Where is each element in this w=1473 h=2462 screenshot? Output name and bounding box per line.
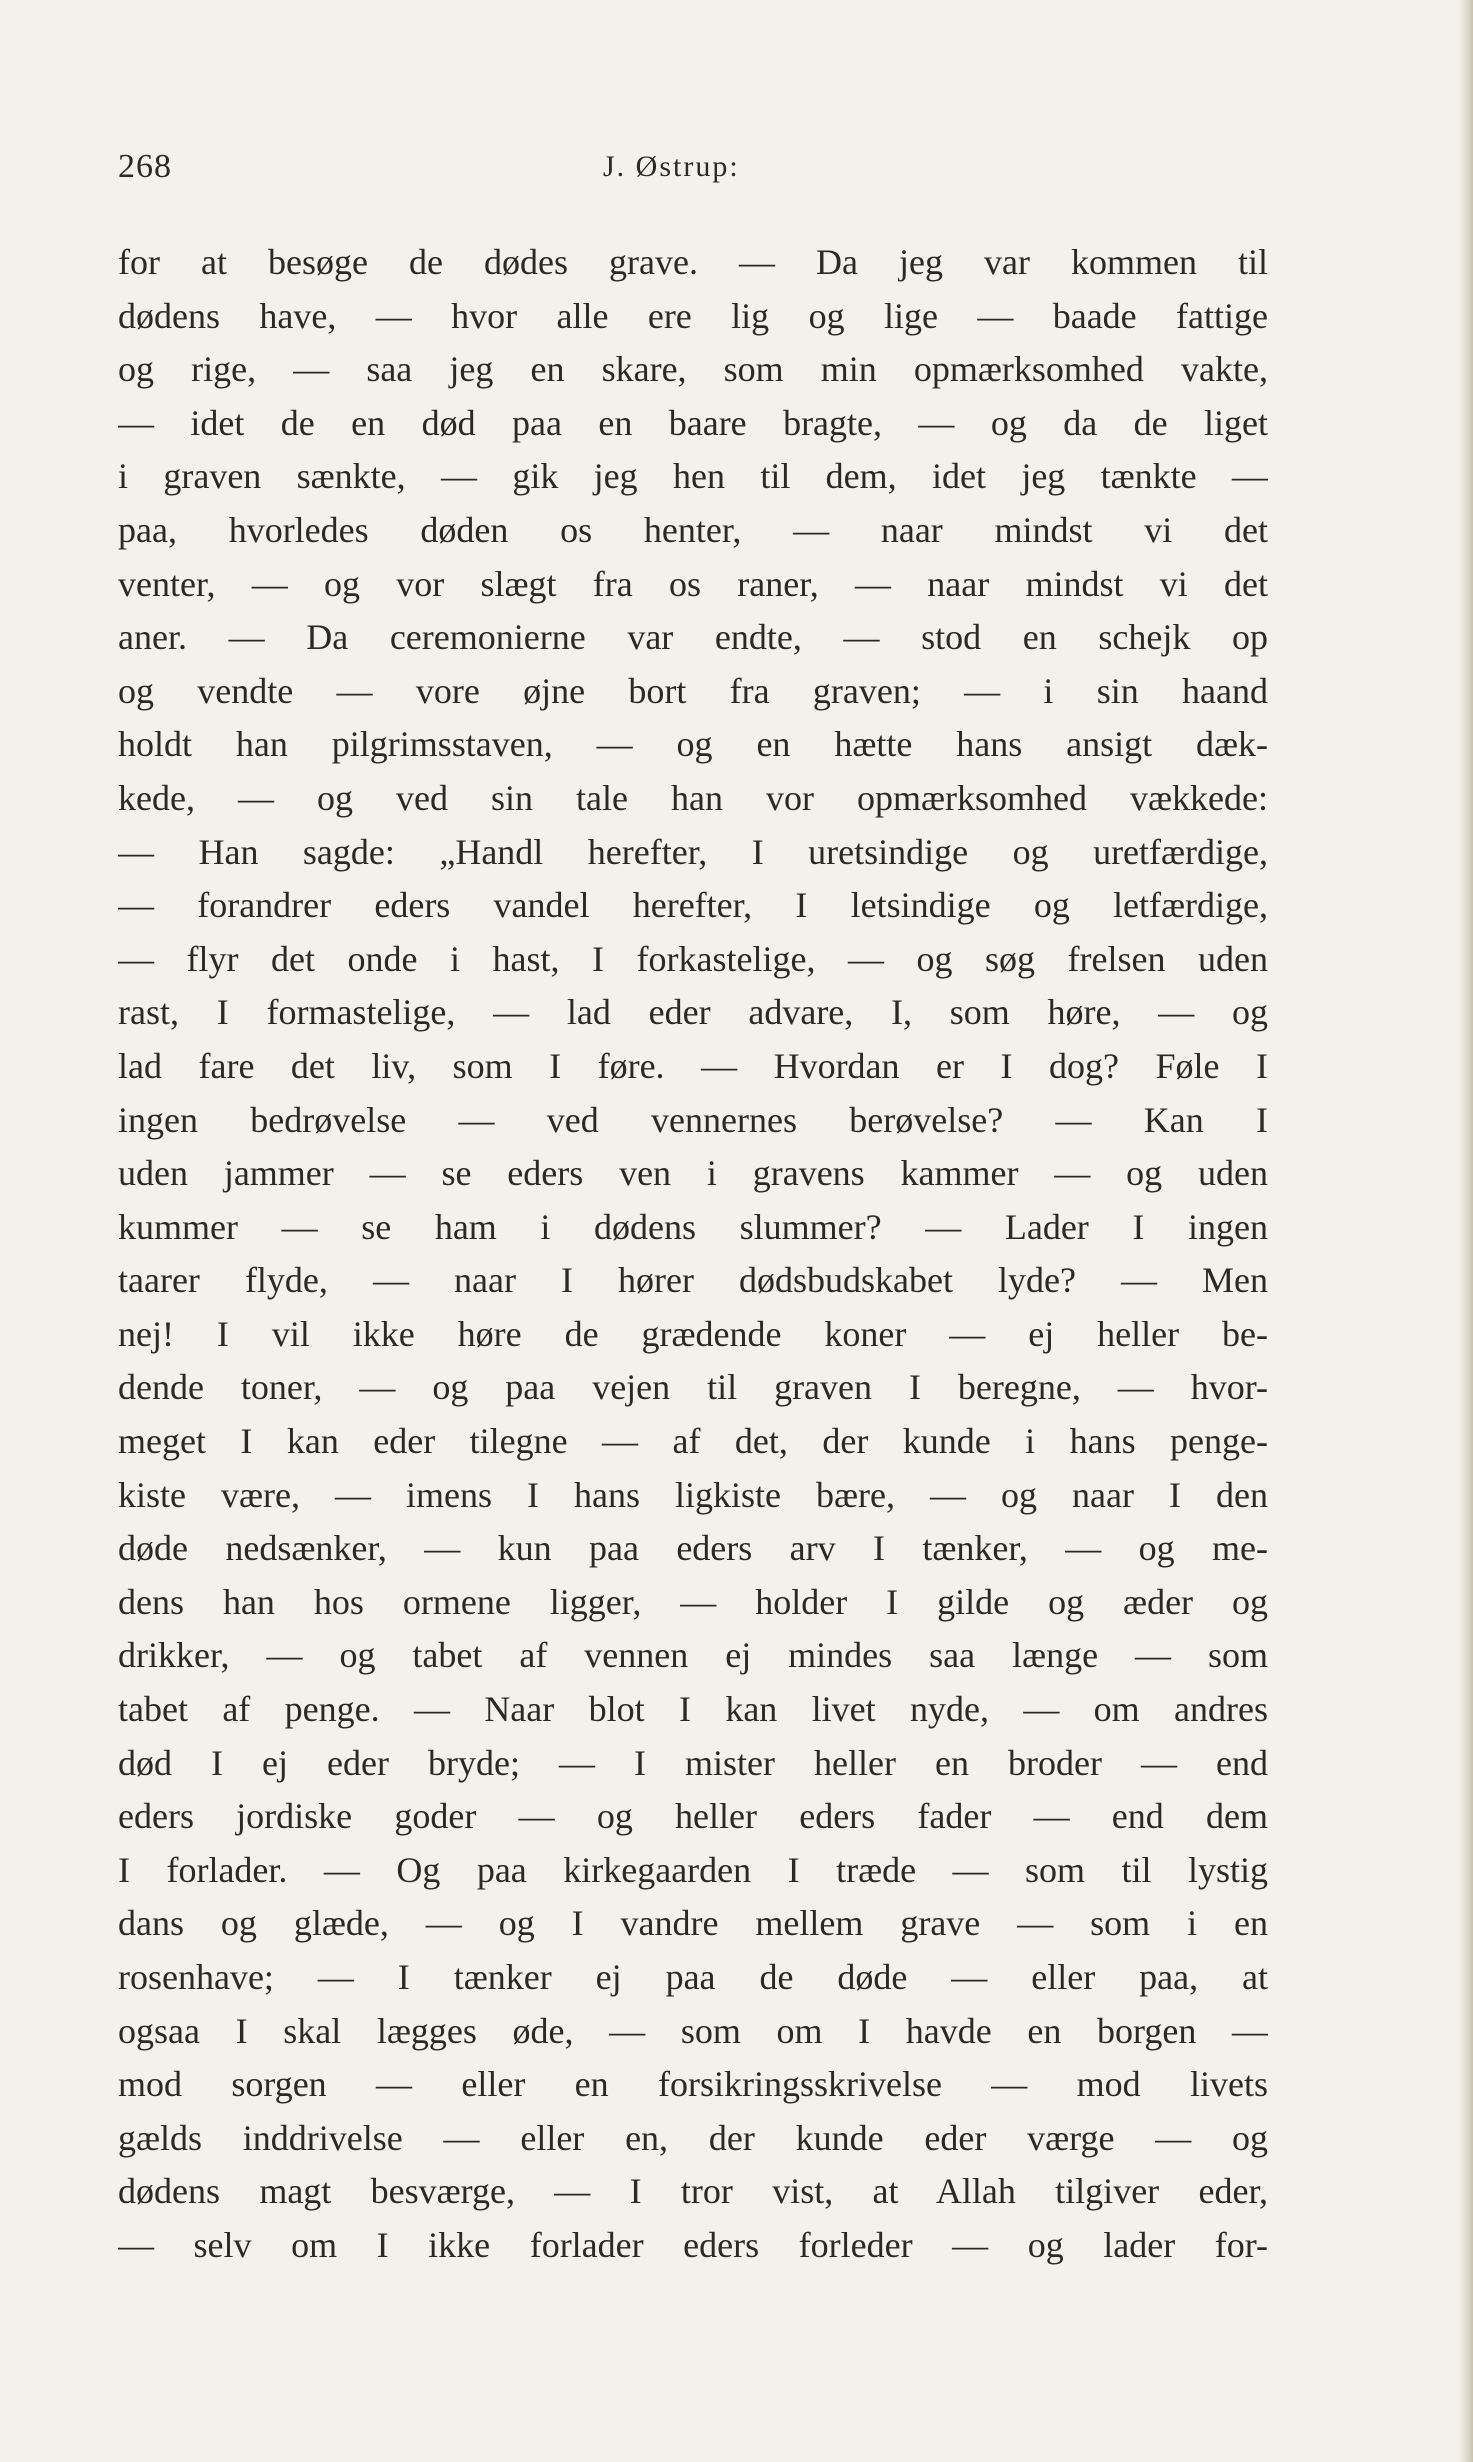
text-line: gælds inddrivelse — eller en, der kunde eder værge — og <box>118 2117 1268 2158</box>
text-line: tabet af penge. — Naar blot I kan livet nyde, — om andres <box>118 1689 1268 1730</box>
text-line: kede, — og ved sin tale han vor opmærksomhed vækkede: <box>118 777 1268 818</box>
text-line: dødens magt besværge, — I tror vist, at Allah tilgiver eder, <box>118 2171 1268 2212</box>
text-line: nej! I vil ikke høre de grædende koner — ej heller be- <box>118 1313 1268 1354</box>
text-line: paa, hvorledes døden os henter, — naar mindst vi det <box>118 509 1268 550</box>
running-head: J. Østrup: <box>603 150 740 183</box>
text-line: i graven sænkte, — gik jeg hen til dem, idet jeg tænkte — <box>118 456 1268 497</box>
text-line: rosenhave; — I tænker ej paa de døde — eller paa, at <box>118 1957 1268 1997</box>
text-line: og vendte — vore øjne bort fra graven; — i sin haand <box>118 670 1268 711</box>
text-line: lad fare det liv, som I føre. — Hvordan er I dog? Føle I <box>118 1045 1268 1086</box>
text-line: dens han hos ormene ligger, — holder I gilde og æder og <box>118 1581 1268 1622</box>
text-line: døde nedsænker, — kun paa eders arv I tænker, — og me- <box>118 1528 1268 1569</box>
text-line: ogsaa I skal lægges øde, — som om I havde en borgen — <box>118 2010 1268 2051</box>
text-line: dende toner, — og paa vejen til graven I beregne, — hvor- <box>118 1367 1268 1408</box>
text-line: og rige, — saa jeg en skare, som min opmærksomhed vakte, <box>118 349 1268 390</box>
text-line: I forlader. — Og paa kirkegaarden I træde — som til lystig <box>118 1849 1268 1890</box>
page-edge-shadow <box>1459 0 1473 2462</box>
text-line: ingen bedrøvelse — ved vennernes berøvelse? — Kan I <box>118 1099 1268 1140</box>
text-line: for at besøge de dødes grave. — Da jeg var kommen til <box>118 242 1268 282</box>
text-line: — flyr det onde i hast, I forkastelige, — og søg frelsen uden <box>118 938 1268 979</box>
text-line: — idet de en død paa en baare bragte, — og da de liget <box>118 402 1268 443</box>
text-line: rast, I formastelige, — lad eder advare, I, som høre, — og <box>118 992 1268 1033</box>
text-line: kummer — se ham i dødens slummer? — Lader I ingen <box>118 1206 1268 1247</box>
page-header <box>118 148 1268 192</box>
text-line: — Han sagde: „Handl herefter, I uretsindige og uretfærdige, <box>118 831 1268 872</box>
body-text <box>118 236 1268 2273</box>
text-line: eders jordiske goder — og heller eders fader — end dem <box>118 1796 1268 1837</box>
text-line: — selv om I ikke forlader eders forleder — og lader for- <box>118 2224 1268 2265</box>
text-line: drikker, — og tabet af vennen ej mindes saa længe — som <box>118 1635 1268 1676</box>
text-line: kiste være, — imens I hans ligkiste bære, — og naar I den <box>118 1474 1268 1515</box>
text-line: taarer flyde, — naar I hører dødsbudskabet lyde? — Men <box>118 1260 1268 1301</box>
text-line: venter, — og vor slægt fra os raner, — naar mindst vi det <box>118 563 1268 604</box>
text-line: mod sorgen — eller en forsikringsskrivelse — mod livets <box>118 2064 1268 2105</box>
text-line: dødens have, — hvor alle ere lig og lige — baade fattige <box>118 295 1268 336</box>
text-line: uden jammer — se eders ven i gravens kammer — og uden <box>118 1153 1268 1194</box>
text-line: holdt han pilgrimsstaven, — og en hætte hans ansigt dæk- <box>118 724 1268 765</box>
page-number: 268 <box>118 148 172 185</box>
text-line: meget I kan eder tilegne — af det, der kunde i hans penge- <box>118 1421 1268 1462</box>
text-line: dans og glæde, — og I vandre mellem grave — som i en <box>118 1903 1268 1944</box>
text-line: død I ej eder bryde; — I mister heller en broder — end <box>118 1742 1268 1783</box>
text-line: — forandrer eders vandel herefter, I letsindige og letfærdige, <box>118 885 1268 926</box>
text-line: aner. — Da ceremonierne var endte, — stod en schejk op <box>118 617 1268 658</box>
